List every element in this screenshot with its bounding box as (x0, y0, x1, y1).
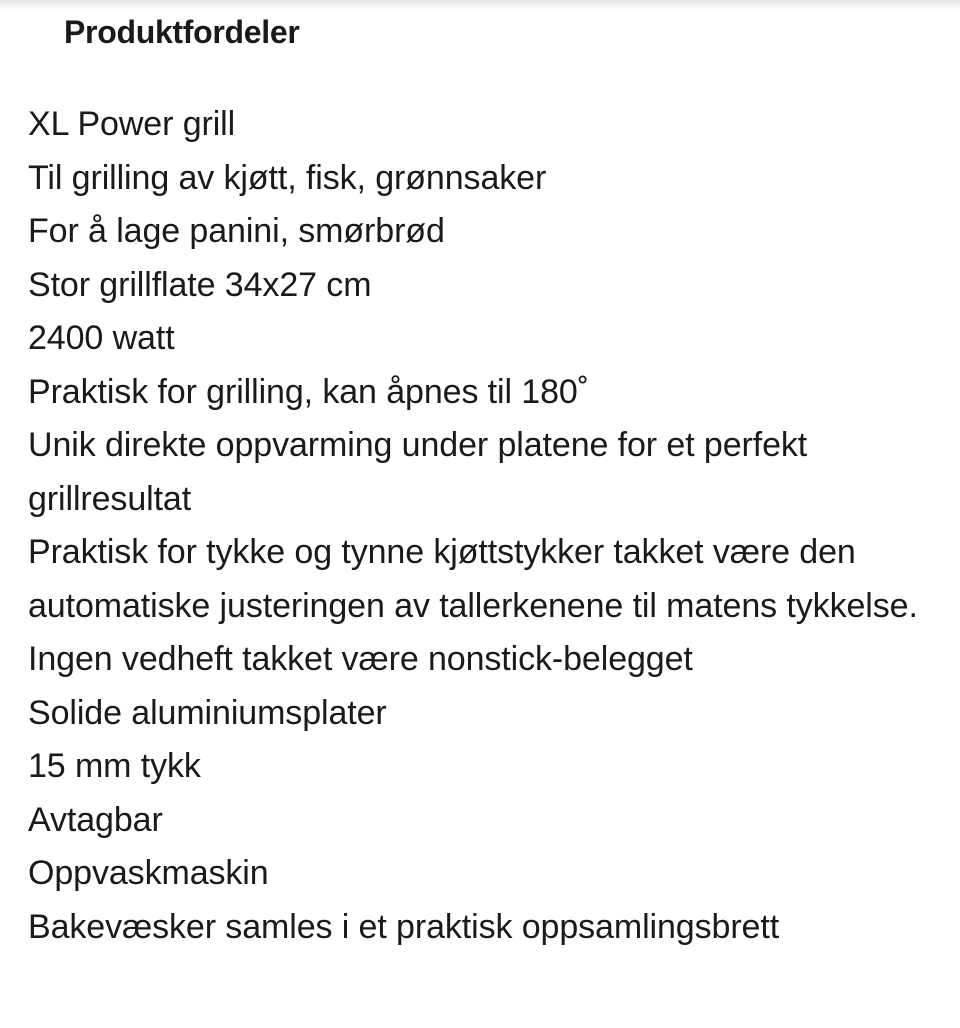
feature-item: Oppvaskmaskin (28, 854, 269, 892)
feature-item: 2400 watt (28, 319, 175, 357)
section-title: Produktfordeler (64, 14, 300, 50)
feature-item: Avtagbar (28, 800, 163, 839)
feature-item: Praktisk for grilling, kan åpnes til 180˚ (28, 372, 589, 411)
feature-item: For å lage panini, smørbrød (28, 212, 445, 250)
feature-item: Unik direkte oppvarming under platene for et perfekt grillresultat (28, 426, 808, 518)
feature-item: Solide aluminiumsplater (28, 693, 387, 732)
header-shadow (0, 0, 960, 10)
feature-item: XL Power grill (28, 105, 236, 143)
feature-item: Bakevæsker samles i et praktisk oppsamlingsbrett (28, 907, 780, 946)
feature-item: Til grilling av kjøtt, fisk, grønnsaker (28, 158, 547, 197)
feature-item: Ingen vedheft takket være nonstick-belegget (28, 640, 693, 678)
feature-item: Stor grillflate 34x27 cm (28, 265, 372, 304)
feature-list (28, 98, 928, 954)
feature-item: 15 mm tykk (28, 747, 201, 785)
feature-item: Praktisk for tykke og tynne kjøttstykker takket være den automatiske justeringen av tallerkenene til matens tykkelse. (28, 533, 918, 625)
